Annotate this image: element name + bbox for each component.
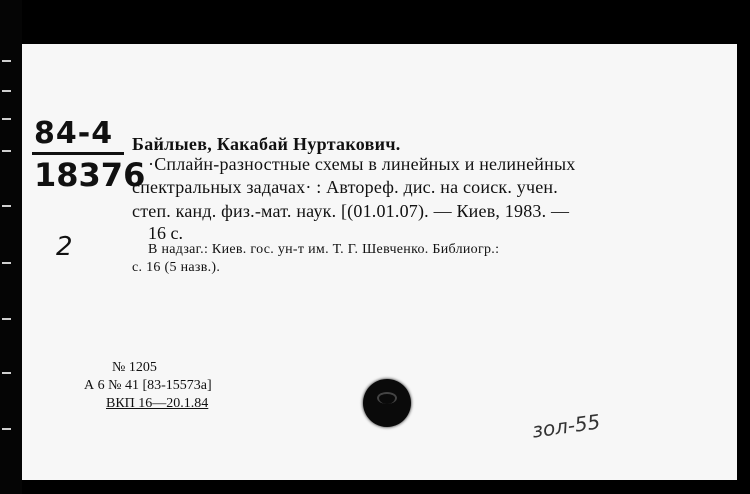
- scan-tick: [2, 205, 11, 207]
- call-number-divider: [32, 152, 124, 155]
- registry-vkp: ВКП 16—20.1.84: [106, 396, 209, 411]
- call-number-bottom: 18376: [34, 156, 146, 194]
- registry-line: А 6 № 41 [83-15573а]: [84, 378, 212, 393]
- note-line: с. 16 (5 назв.).: [132, 260, 221, 275]
- scan-tick: [2, 90, 11, 92]
- call-number-top: 84-4: [34, 116, 114, 151]
- title-line: 16 с.: [148, 223, 183, 243]
- title-line: степ. канд. физ.-мат. наук. [(01.01.07). — Киев, 1983. —: [132, 201, 570, 221]
- scan-tick: [2, 118, 11, 120]
- scan-tick: [2, 60, 11, 62]
- scan-tick: [2, 150, 11, 152]
- note-line: В надзаг.: Киев. гос. ун-т им. Т. Г. Шевченко. Библиогр.:: [148, 242, 500, 257]
- handwritten-note: зол-55: [530, 409, 602, 443]
- title-line: спектральных задачах· : Автореф. дис. на соиск. учен.: [132, 177, 558, 197]
- card-punch-hole: [363, 379, 411, 427]
- registry-number: № 1205: [112, 360, 157, 375]
- scan-tick: [2, 428, 11, 430]
- title-line: ·Сплайн-разностные схемы в линейных и нелинейных: [148, 154, 576, 174]
- handwritten-mark: 2: [56, 232, 73, 262]
- catalog-card: [22, 44, 737, 480]
- scan-tick: [2, 262, 11, 264]
- scan-tick: [2, 318, 11, 320]
- scan-border-left: [0, 0, 22, 494]
- author: Байлыев, Какабай Нуртакович.: [132, 134, 401, 154]
- scan-tick: [2, 372, 11, 374]
